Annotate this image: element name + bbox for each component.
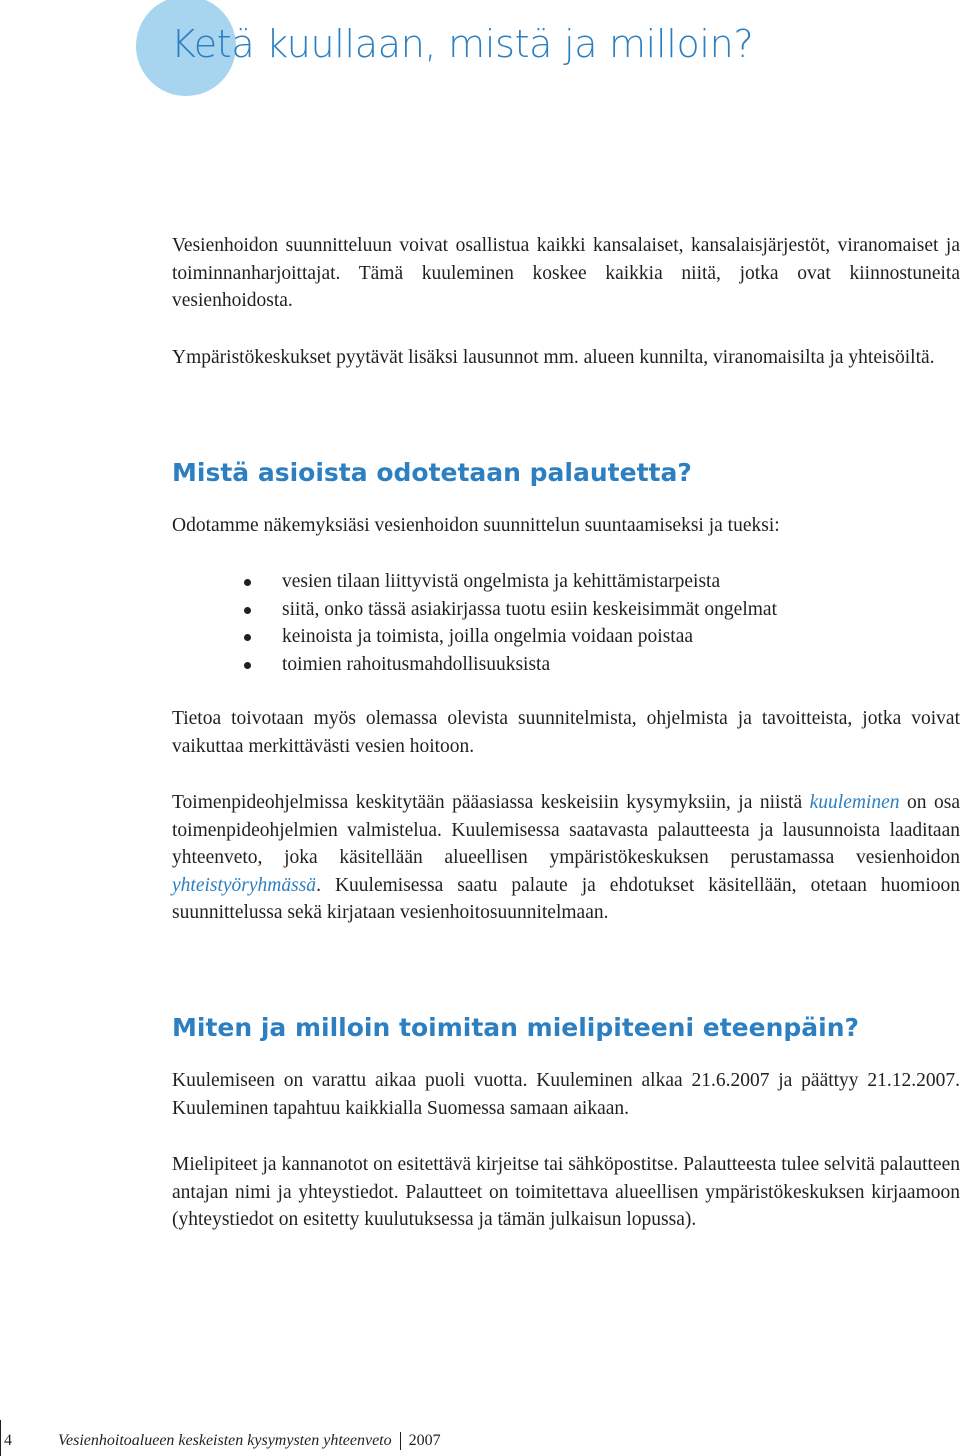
list-item: vesien tilaan liittyvistä ongelmista ja kehittämistarpeista (172, 568, 777, 596)
list-item: keinoista ja toimista, joilla ongelmia voidaan poistaa (172, 623, 777, 651)
page-footer (4, 1432, 441, 1450)
footer-left-rule (0, 1420, 1, 1456)
page-number: 4 (4, 1432, 12, 1449)
info-paragraph: Tietoa toivotaan myös olemassa olevista suunnitelmista, ohjelmista ja tavoitteista, jotka voivat vaikuttaa merkittävästi vesien hoitoon. (172, 708, 960, 757)
section-heading-feedback: Mistä asioista odotetaan palautetta? (172, 458, 692, 487)
text-span: Toimenpideohjelmissa keskitytään pääasiassa keskeisiin kysymyksiin, ja niistä (172, 792, 810, 813)
intro-paragraph-1: Vesienhoidon suunnitteluun voivat osallistua kaikki kansalaiset, kansalaisjärjestöt, viranomaiset ja toiminnanharjoittajat. Tämä kuuleminen koskee kaikkia niitä, jotka ovat kiinnostuneita vesienhoidosta. (172, 235, 960, 311)
list-item: siitä, onko tässä asiakirjassa tuotu esiin keskeisimmät ongelmat (172, 596, 777, 624)
yhteistyoryhma-link[interactable]: yhteistyöryhmässä (172, 874, 317, 896)
publication-title: Vesienhoitoalueen keskeisten kysymysten yhteenveto (58, 1432, 392, 1449)
feedback-lead: Odotamme näkemyksiäsi vesienhoidon suunnittelun suuntaamiseksi ja tueksi: (172, 515, 780, 536)
text-span: on osa toimenpideohjelmien valmistelua. Kuulemisessa saatavasta palautteesta ja lausunnoista laaditaan yhteenveto, joka käsitellään alueellisen ympäristökeskuksen perustamassa vesienhoidon (172, 792, 960, 868)
publication-year: 2007 (408, 1432, 441, 1449)
list-item: toimien rahoitusmahdollisuuksista (172, 651, 777, 679)
footer-divider (400, 1432, 401, 1450)
feedback-topics-list (172, 568, 777, 678)
page-title: Ketä kuullaan, mistä ja milloin? (171, 22, 754, 66)
intro-paragraph-2: Ympäristökeskukset pyytävät lisäksi lausunnot mm. alueen kunnilta, viranomaisilta ja yhteisöiltä. (172, 347, 935, 368)
section-heading-submission: Miten ja milloin toimitan mielipiteeni eteenpäin? (172, 1013, 859, 1042)
text-span: . Kuulemisessa saatu palaute ja ehdotukset käsitellään, otetaan huomioon suunnittelussa sekä kirjataan vesienhoitosuunnitelmaan. (172, 874, 960, 923)
kuuleminen-link[interactable]: kuuleminen (809, 792, 900, 813)
measures-paragraph (172, 789, 960, 927)
schedule-paragraph: Kuulemiseen on varattu aikaa puoli vuotta. Kuuleminen alkaa 21.6.2007 ja päättyy 21.12.2007. Kuuleminen tapahtuu kaikkialla Suomessa samaan aikaan. (172, 1070, 960, 1119)
submission-paragraph: Mielipiteet ja kannanotot on esitettävä kirjeitse tai sähköpostitse. Palautteesta tulee selvitä palautteen antajan nimi ja yhteystiedot. Palautteet on toimitettava alueellisen ympäristökeskuksen kirjaamoon (yhteystiedot on esitetty kuulutuksessa ja tämän julkaisun lopussa). (172, 1154, 960, 1230)
